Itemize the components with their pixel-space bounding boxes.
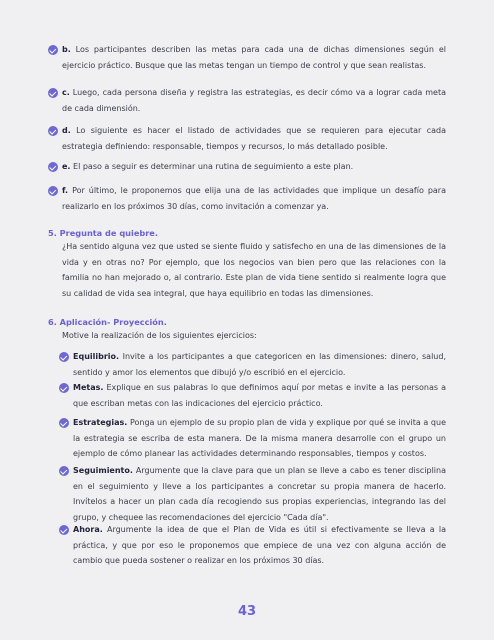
check-circle-icon bbox=[48, 126, 58, 136]
check-circle-icon bbox=[48, 162, 58, 172]
list-item-lead: Seguimiento. bbox=[73, 466, 133, 475]
list-item-lead: d. bbox=[62, 126, 71, 135]
list-item-text: Ponga un ejemplo de su propio plan de vida y explique por qué se invita a que la estrategia se escriba de esta manera. De la misma manera desarrolle con el grupo un ejemplo de cómo planear las actividades determinando responsables, tiempos y costos. bbox=[73, 418, 446, 458]
section-intro: Motive la realización de los siguientes ejercicios: bbox=[62, 331, 257, 340]
list-item bbox=[73, 349, 446, 380]
list-item bbox=[73, 380, 446, 411]
check-circle-icon bbox=[59, 383, 69, 393]
list-item-text: El paso a seguir es determinar una rutina de seguimiento a este plan. bbox=[70, 162, 354, 171]
list-item-text: Explique en sus palabras lo que definimos aquí por metas e invite a las personas a que escriban metas con las indicaciones del ejercicio práctico. bbox=[73, 383, 446, 408]
check-circle-icon bbox=[59, 418, 69, 428]
list-item-lead: Equilibrio. bbox=[73, 352, 120, 361]
list-item-text: Luego, cada persona diseña y registra las estrategias, es decir cómo va a lograr cada meta de cada dimensión. bbox=[62, 88, 446, 113]
list-item-text: Lo siguiente es hacer el listado de actividades que se requieren para ejecutar cada estrategia definiendo: responsable, tiempos y recursos, lo más detallado posible. bbox=[62, 126, 446, 151]
check-circle-icon bbox=[48, 186, 58, 196]
list-item-lead: c. bbox=[62, 88, 70, 97]
list-item-lead: b. bbox=[62, 45, 71, 54]
list-item bbox=[62, 85, 446, 116]
list-item-text: Por último, le proponemos que elija una de las actividades que implique un desafío para realizarlo en los próximos 30 días, como invitación a comenzar ya. bbox=[62, 186, 446, 211]
list-item-lead: Metas. bbox=[73, 383, 104, 392]
check-circle-icon bbox=[59, 466, 69, 476]
section-paragraph: ¿Ha sentido alguna vez que usted se siente fluido y satisfecho en una de las dimensiones de la vida y en otras no? Por ejemplo, que los negocios van bien pero que las relaciones con la familia no han mejorado o, al contrario. Este plan de vida tiene sentido si realmente logra que su calidad de vida sea integral, que haya equilibrio en todas las dimensiones. bbox=[62, 242, 446, 298]
list-item-text: Argumente la idea de que el Plan de Vida es útil si efectivamente se lleva a la práctica, y que por eso le proponemos que empiece de una vez con alguna acción de cambio que pueda sostener o realizar en los próximos 30 días. bbox=[73, 525, 446, 565]
list-item-lead: Estrategias. bbox=[73, 418, 128, 427]
list-item-lead: e. bbox=[62, 162, 71, 171]
list-item bbox=[73, 522, 446, 569]
check-circle-icon bbox=[59, 525, 69, 535]
list-item-lead: Ahora. bbox=[73, 525, 103, 534]
list-item bbox=[62, 183, 446, 214]
check-circle-icon bbox=[48, 45, 58, 55]
check-circle-icon bbox=[48, 88, 58, 98]
section-heading: 5. Pregunta de quiebre. bbox=[48, 228, 158, 238]
list-item bbox=[62, 159, 446, 175]
check-circle-icon bbox=[59, 352, 69, 362]
list-item-text: Los participantes describen las metas para cada una de dichas dimensiones según el ejercicio práctico. Busque que las metas tengan un tiempo de control y que sean realistas. bbox=[62, 45, 446, 70]
list-item bbox=[73, 415, 446, 462]
page-number: 43 bbox=[237, 604, 257, 619]
list-item-text: Argumente que la clave para que un plan se lleve a cabo es tener disciplina en el seguimiento y lleve a los participantes a concretar su propia manera de hacerlo. Invítelos a hacer un plan cada día recogiendo sus propias experiencias, integrando las del grupo, y chequee las recomendaciones del ejercicio "Cada día". bbox=[73, 466, 446, 522]
list-item bbox=[62, 42, 446, 73]
list-item-lead: f. bbox=[62, 186, 69, 195]
section-heading: 6. Aplicación- Proyección. bbox=[48, 317, 167, 327]
list-item bbox=[73, 463, 446, 525]
list-item bbox=[62, 123, 446, 154]
list-item-text: Invite a los participantes a que categoricen en las dimensiones: dinero, salud, sentido y amor los elementos que dibujó y/o escribió en el ejercicio. bbox=[73, 352, 446, 377]
